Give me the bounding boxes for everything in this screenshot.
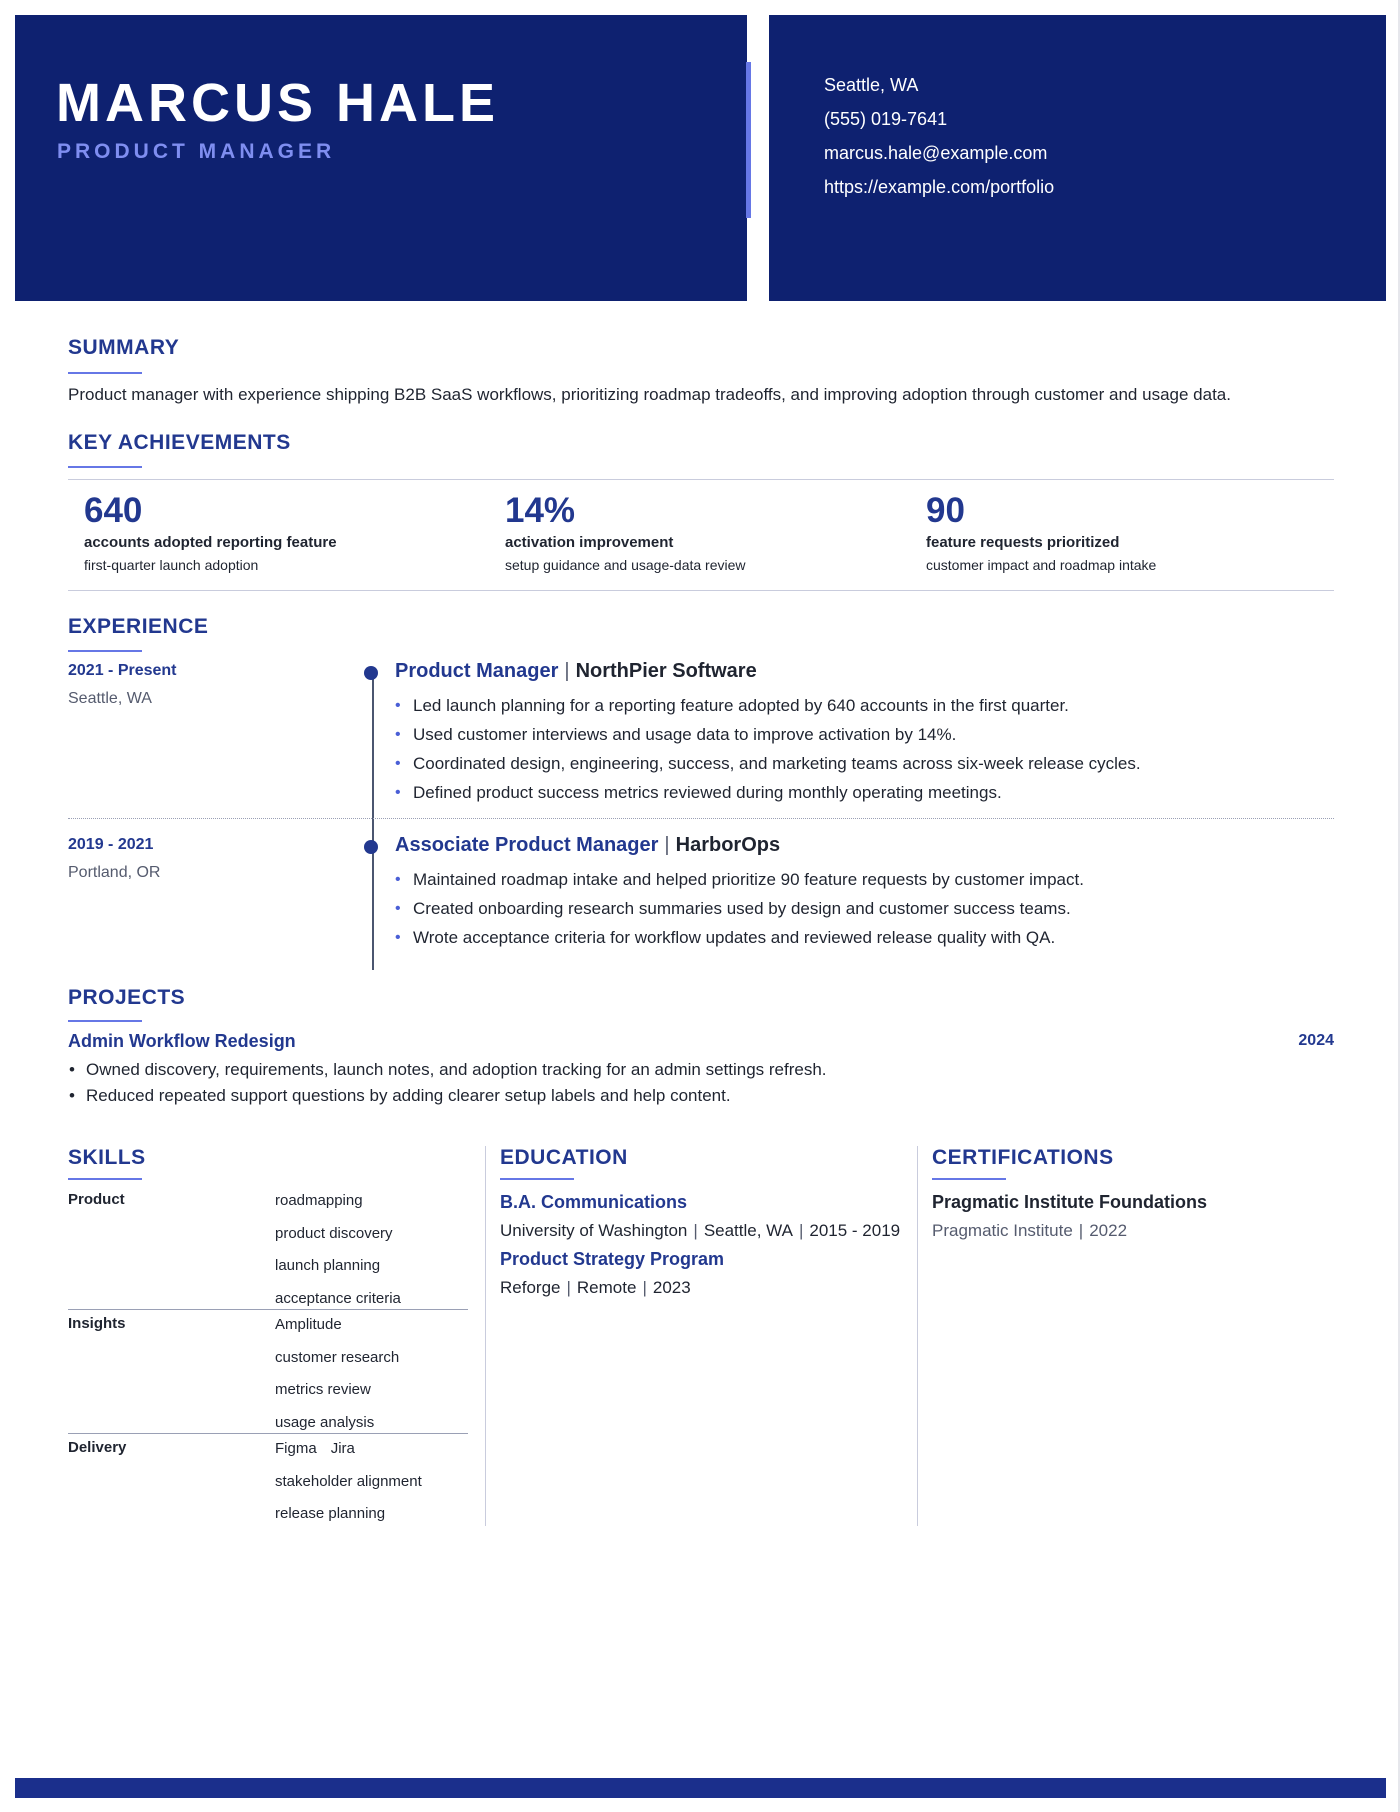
job-title: Associate Product Manager — [395, 834, 659, 856]
skill-item: Jira — [330, 1440, 355, 1457]
contact-phone[interactable]: (555) 019-7641 — [824, 109, 948, 129]
skill-item: Figma — [275, 1440, 317, 1457]
project-year: 2024 — [1298, 1032, 1334, 1049]
skill-item: acceptance criteria — [275, 1289, 401, 1307]
certification-year: 2022 — [1089, 1221, 1128, 1240]
skill-category: Product — [68, 1191, 125, 1208]
achievement-card — [926, 490, 1326, 573]
skill-category: Insights — [68, 1315, 126, 1332]
education-degree: Product Strategy Program — [500, 1249, 725, 1269]
skill-item: release planning — [275, 1505, 386, 1522]
project-bullet: • Reduced repeated support questions by adding clearer setup labels and help content. — [68, 1085, 827, 1111]
job-heading — [395, 834, 780, 857]
achievement-value: 90 — [926, 491, 965, 530]
education-dates: 2015 - 2019 — [809, 1221, 901, 1240]
education-detail — [500, 1221, 900, 1241]
skill-list — [275, 1191, 401, 1321]
contact-list — [824, 72, 1054, 208]
achievement-desc: setup guidance and usage-data review — [505, 557, 746, 573]
experience-timeline — [372, 672, 374, 970]
job-bullet: • Maintained roadmap intake and helped prioritize 90 feature requests by customer impact. — [395, 869, 1084, 898]
column-divider — [917, 1146, 918, 1526]
job-dates: 2021 - Present — [68, 662, 177, 679]
job-bullets — [395, 695, 1141, 811]
achievement-desc: first-quarter launch adoption — [84, 557, 259, 573]
education-school: University of Washington — [500, 1221, 688, 1240]
job-title: Product Manager — [395, 660, 559, 682]
skill-item: metrics review — [275, 1381, 371, 1398]
experience-heading: EXPERIENCE — [68, 615, 209, 638]
certification-issuer: Pragmatic Institute — [932, 1221, 1073, 1240]
education-detail — [500, 1278, 691, 1298]
certification-detail — [932, 1221, 1127, 1241]
education-location: Remote — [576, 1278, 637, 1297]
skill-group-divider — [68, 1433, 468, 1434]
education-location: Seattle, WA — [703, 1221, 793, 1240]
achievements-top-rule — [68, 479, 1334, 480]
job-bullet: • Led launch planning for a reporting feature adopted by 640 accounts in the first quarter. — [395, 695, 1141, 724]
certifications-heading: CERTIFICATIONS — [932, 1146, 1114, 1169]
achievement-label: activation improvement — [505, 534, 674, 551]
achievement-card — [84, 490, 484, 573]
summary-underline — [68, 372, 142, 374]
education-heading: EDUCATION — [500, 1146, 628, 1169]
job-dates: 2019 - 2021 — [68, 836, 154, 853]
achievement-desc: customer impact and roadmap intake — [926, 557, 1157, 573]
summary-heading: SUMMARY — [68, 336, 180, 359]
education-degree: B.A. Communications — [500, 1192, 688, 1212]
job-bullet: • Wrote acceptance criteria for workflow updates and reviewed release quality with QA. — [395, 927, 1084, 956]
footer-bar — [15, 1778, 1386, 1798]
detail-separator: | — [566, 1278, 571, 1297]
skill-item-row — [275, 1439, 422, 1472]
detail-separator: | — [798, 1221, 804, 1240]
skill-list — [275, 1439, 422, 1537]
achievements-heading: KEY ACHIEVEMENTS — [68, 431, 291, 454]
job-bullet: • Created onboarding research summaries used by design and customer success teams. — [395, 898, 1084, 927]
skill-list — [275, 1315, 399, 1445]
job-divider — [68, 818, 1334, 819]
job-heading — [395, 660, 757, 683]
education-school: Reforge — [500, 1278, 561, 1297]
project-title: Admin Workflow Redesign — [68, 1031, 296, 1051]
certifications-underline — [932, 1178, 1006, 1180]
contact-portfolio-link[interactable]: https://example.com/portfolio — [824, 177, 1055, 197]
skill-item: product discovery — [275, 1224, 393, 1242]
job-location: Portland, OR — [68, 864, 161, 881]
timeline-dot — [364, 840, 378, 854]
achievement-value: 640 — [84, 491, 143, 530]
summary-text: Product manager with experience shipping B2B SaaS workflows, prioritizing roadmap tradeoffs, and improving adoption through customer and usage data. — [68, 385, 1231, 404]
job-bullets — [395, 869, 1084, 956]
project-bullet: • Owned discovery, requirements, launch notes, and adoption tracking for an admin settings refresh. — [68, 1059, 827, 1085]
skill-category: Delivery — [68, 1439, 127, 1456]
column-divider — [485, 1146, 486, 1526]
timeline-dot — [364, 666, 378, 680]
skill-group-divider — [68, 1309, 468, 1310]
achievement-label: accounts adopted reporting feature — [84, 534, 337, 551]
certification-name: Pragmatic Institute Foundations — [932, 1192, 1208, 1212]
job-company: HarborOps — [675, 834, 781, 856]
header-accent-bar — [746, 62, 751, 218]
projects-underline — [68, 1020, 142, 1022]
achievements-bottom-rule — [68, 590, 1334, 591]
skills-underline — [68, 1178, 142, 1180]
skill-item: Amplitude — [275, 1316, 342, 1333]
candidate-role: PRODUCT MANAGER — [57, 140, 336, 163]
job-bullet: • Coordinated design, engineering, success, and marketing teams across six-week release cycles. — [395, 753, 1141, 782]
job-separator: | — [564, 660, 570, 682]
detail-separator: | — [642, 1278, 647, 1297]
job-location: Seattle, WA — [68, 690, 152, 707]
project-bullets — [68, 1059, 827, 1111]
job-company: NorthPier Software — [575, 660, 757, 682]
detail-separator: | — [693, 1221, 698, 1240]
skill-item: stakeholder alignment — [275, 1472, 422, 1490]
experience-underline — [68, 650, 142, 652]
skill-item: usage analysis — [275, 1413, 375, 1431]
skills-heading: SKILLS — [68, 1146, 146, 1169]
achievement-label: feature requests prioritized — [926, 534, 1120, 551]
job-separator: | — [664, 834, 670, 856]
skill-item: launch planning — [275, 1257, 381, 1274]
detail-separator: | — [1078, 1221, 1084, 1240]
contact-location: Seattle, WA — [824, 75, 919, 95]
achievement-value: 14% — [505, 491, 576, 530]
education-dates: 2023 — [652, 1278, 691, 1297]
achievement-card — [505, 490, 905, 573]
job-bullet: • Defined product success metrics reviewed during monthly operating meetings. — [395, 782, 1141, 811]
skill-item: roadmapping — [275, 1192, 363, 1209]
contact-email[interactable]: marcus.hale@example.com — [824, 143, 1048, 163]
achievements-underline — [68, 466, 142, 468]
skill-item: customer research — [275, 1348, 400, 1366]
job-bullet: • Used customer interviews and usage data to improve activation by 14%. — [395, 724, 1141, 753]
projects-heading: PROJECTS — [68, 986, 186, 1009]
education-underline — [500, 1178, 574, 1180]
candidate-name: MARCUS HALE — [56, 73, 499, 133]
